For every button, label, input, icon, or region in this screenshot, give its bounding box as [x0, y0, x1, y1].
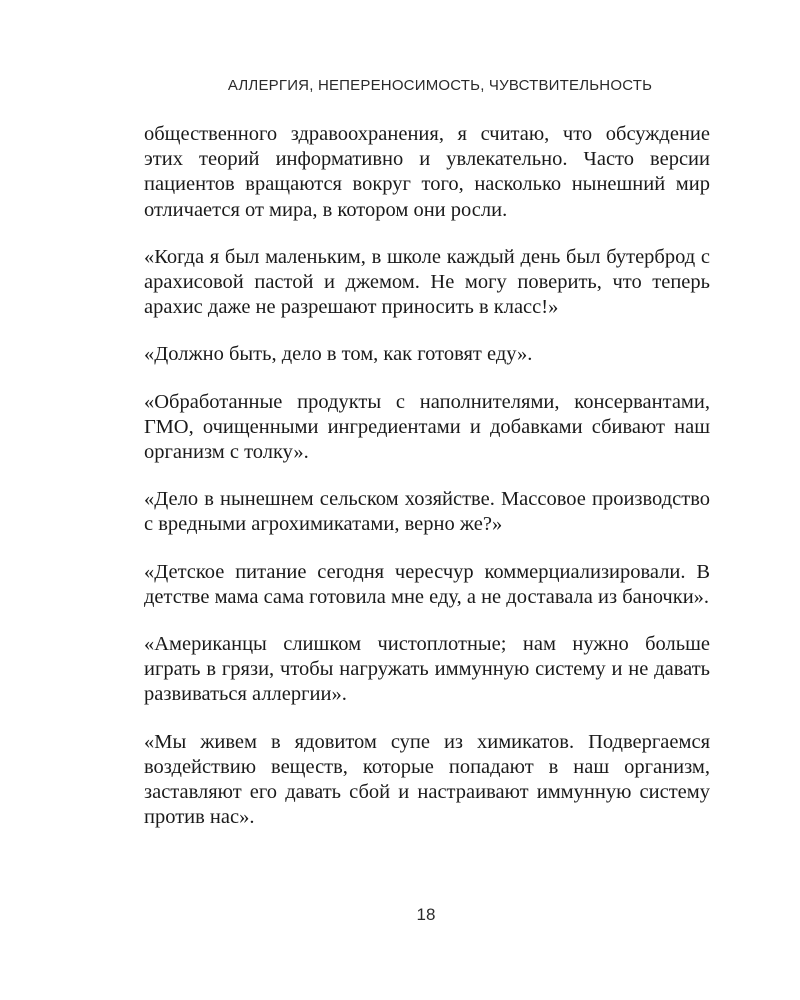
body-text: [144, 122, 710, 830]
paragraph: «Детское питание сегодня чересчур коммерциализировали. В детстве мама сама готовила мне еду, а не доставала из баночки».: [144, 560, 710, 608]
paragraph: «Американцы слишком чистоплотные; нам нужно больше играть в грязи, чтобы нагружать иммунную систему и не давать развиваться аллергии».: [144, 633, 710, 706]
paragraph: «Обработанные продукты с наполнителями, консервантами, ГМО, очищенными ингредиентами и добавками сбивают наш организм с толку».: [144, 390, 710, 464]
page-number: 18: [416, 905, 436, 924]
paragraph: «Дело в нынешнем сельском хозяйстве. Массовое производство с вредными агрохимикатами, верно же?»: [144, 488, 710, 536]
paragraph: «Когда я был маленьким, в школе каждый день был бутерброд с арахисовой пастой и джемом. Не могу поверить, что теперь арахис даже не разрешают приносить в класс!»: [144, 245, 710, 319]
paragraph: общественного здравоохранения, я считаю, что обсуждение этих теорий информативно и увлекательно. Часто версии пациентов вращаются вокруг того, насколько нынешний мир отличается от мира, в котором они росли.: [144, 123, 710, 221]
paragraph: «Мы живем в ядовитом супе из химикатов. Подвергаемся воздействию веществ, которые попадают в наш организм, заставляют его давать сбой и настраивают иммунную систему против нас».: [144, 730, 710, 829]
running-head: АЛЛЕРГИЯ, НЕПЕРЕНОСИМОСТЬ, ЧУВСТВИТЕЛЬНОСТЬ: [227, 77, 653, 94]
paragraph: «Должно быть, дело в том, как готовят еду».: [144, 343, 533, 366]
